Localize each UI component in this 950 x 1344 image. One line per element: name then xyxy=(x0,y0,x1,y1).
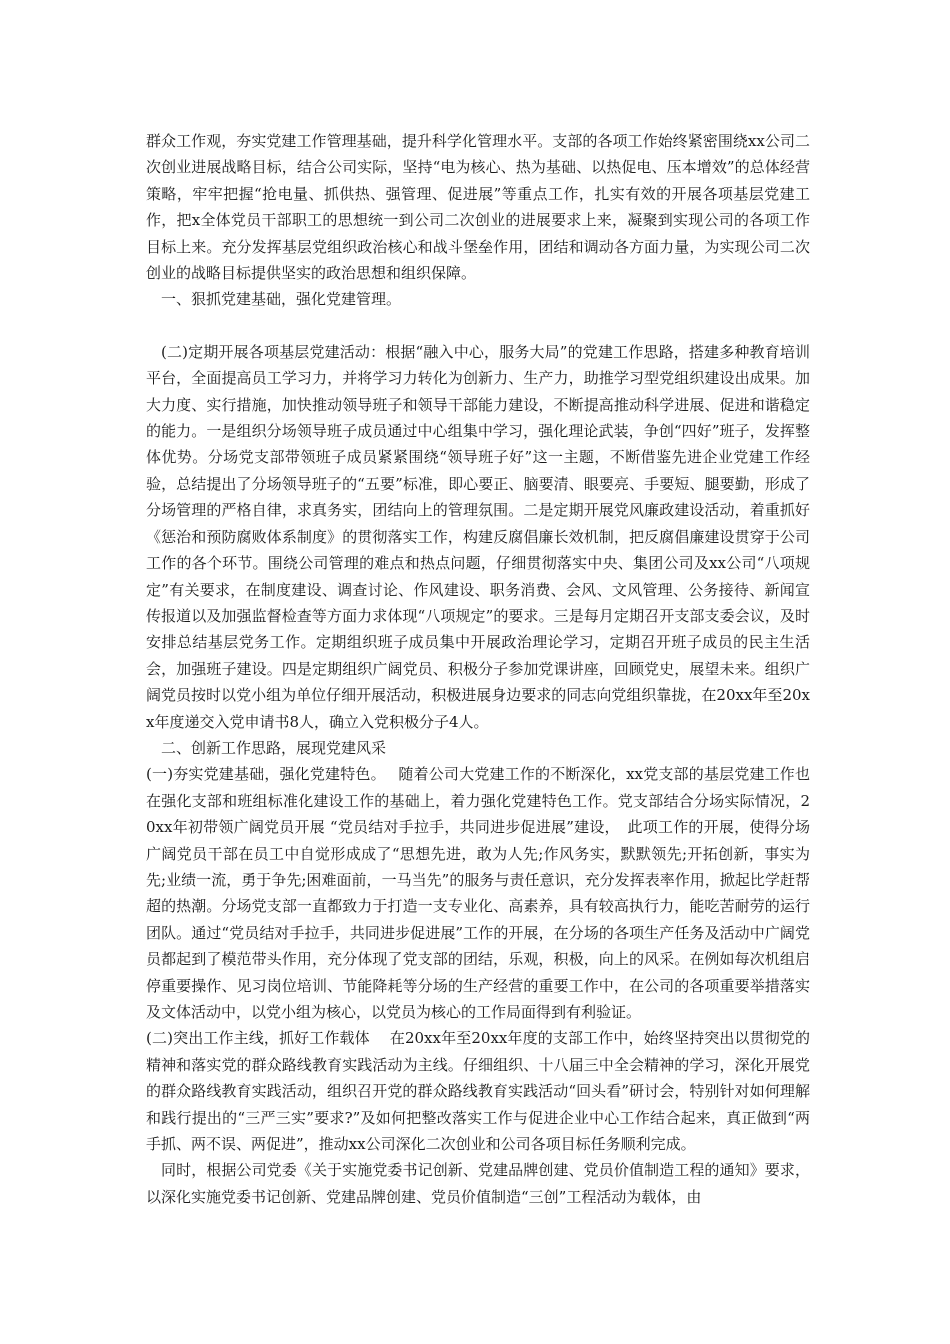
document-body xyxy=(146,128,810,1210)
paragraph-intro: 群众工作观，夯实党建工作管理基础，提升科学化管理水平。支部的各项工作始终紧密围绕xx公司二次创业进展战略目标，结合公司实际，坚持“电为核心、热为基础、以热促电、压本增效”的总体经营策略，牢牢把握“抢电量、抓供热、强管理、促进展”等重点工作，扎实有效的开展各项基层党建工作，把x全体党员干部职工的思想统一到公司二次创业的进展要求上来，凝聚到实现公司的各项工作目标上来。充分发挥基层党组织政治核心和战斗堡垒作用，团结和调动各方面力量，为实现公司二次创业的战略目标提供坚实的政治思想和组织保障。 xyxy=(146,132,810,283)
paragraph-foundation: (一)夯实党建基础，强化党建特色。 随着公司大党建工作的不断深化，xx党支部的基层党建工作也在强化支部和班组标准化建设工作的基础上，着力强化党建特色工作。党支部结合分场实际情况，20xx年初带领广阔党员开展 “党员结对手拉手，共同进步促进展”建设， 此项工作的开展，使得分场广阔党员干部在员工中自觉形成成了“思想先进，敢为人先;作风务实，默默领先;开拓创新，事实为先;业绩一流，勇于争先;困难面前，一马当先”的服务与责任意识，充分发挥表率作用，掀起比学赶帮超的热潮。分场党支部一直都致力于打造一支专业化、高素养，具有较高执行力，能吃苦耐劳的运行团队。通过“党员结对手拉手，共同进步促进展”工作的开展，在分场的各项生产任务及活动中广阔党员都起到了模范带头作用，充分体现了党支部的团结，乐观，积极，向上的风采。在例如每次机组启停重要操作、见习岗位培训、节能降耗等分场的生产经营的重要工作中，在公司的各项重要举措落实及文体活动中，以党小组为核心，以党员为核心的工作局面得到有利验证。 xyxy=(146,765,810,1021)
paragraph-meanwhile: 同时，根据公司党委《关于实施党委书记创新、党建品牌创建、党员价值制造工程的通知》要求，以深化实施党委书记创新、党建品牌创建、党员价值制造“三创”工程活动为载体，由 xyxy=(146,1161,810,1206)
paragraph-mainline: (二)突出工作主线，抓好工作载体 在20xx年至20xx年度的支部工作中，始终坚持突出以贯彻党的精神和落实党的群众路线教育实践活动为主线。仔细组织、十八届三中全会精神的学习，深化开展党的群众路线教育实践活动，组织召开党的群众路线教育实践活动“回头看”研讨会，特别针对如何理解和践行提出的“三严三实”要求?”及如何把整改落实工作与促进企业中心工作结合起来，真正做到“两手抓、两不误、两促进”，推动xx公司深化二次创业和公司各项目标任务顺利完成。 xyxy=(146,1029,810,1154)
paragraph-activities: (二)定期开展各项基层党建活动：根据“融入中心，服务大局”的党建工作思路，搭建多种教育培训平台，全面提高员工学习力，并将学习力转化为创新力、生产力，助推学习型党组织建设出成果。加大力度、实行措施，加快推动领导班子和领导干部能力建设，不断提高推动科学进展、促进和谐稳定的能力。一是组织分场领导班子成员通过中心组集中学习，强化理论武装，争创“四好”班子，发挥整体优势。分场党支部带领班子成员紧紧围绕“领导班子好”这一主题，不断借鉴先进企业党建工作经验，总结提出了分场领导班子的“五要”标准，即心要正、脑要清、眼要亮、手要短、腿要勤，形成了分场管理的严格自律，求真务实，团结向上的管理氛围。二是定期开展党风廉政建设活动，着重抓好《惩治和预防腐败体系制度》的贯彻落实工作，构建反腐倡廉长效机制，把反腐倡廉建设贯穿于公司工作的各个环节。围绕公司管理的难点和热点问题，仔细贯彻落实中央、集团公司及xx公司“八项规定”有关要求，在制度建设、调查讨论、作风建设、职务消费、会风、文风管理、公务接待、新闻宣传报道以及加强监督检查等方面力求体现“八项规定”的要求。三是每月定期召开支部支委会议，及时安排总结基层党务工作。定期组织班子成员集中开展政治理论学习，定期召开班子成员的民主生活会，加强班子建设。四是定期组织广阔党员、积极分子参加党课讲座，回顾党史，展望未来。组织广阔党员按时以党小组为单位仔细开展活动，积极进展身边要求的同志向党组织靠拢，在20xx年至20xx年度递交入党申请书8人，确立入党积极分子4人。 xyxy=(146,342,810,731)
heading-section-1: 一、狠抓党建基础，强化党建管理。 xyxy=(161,290,402,309)
paragraph-spacer xyxy=(146,313,810,339)
heading-section-2: 二、创新工作思路，展现党建风采 xyxy=(161,738,387,757)
